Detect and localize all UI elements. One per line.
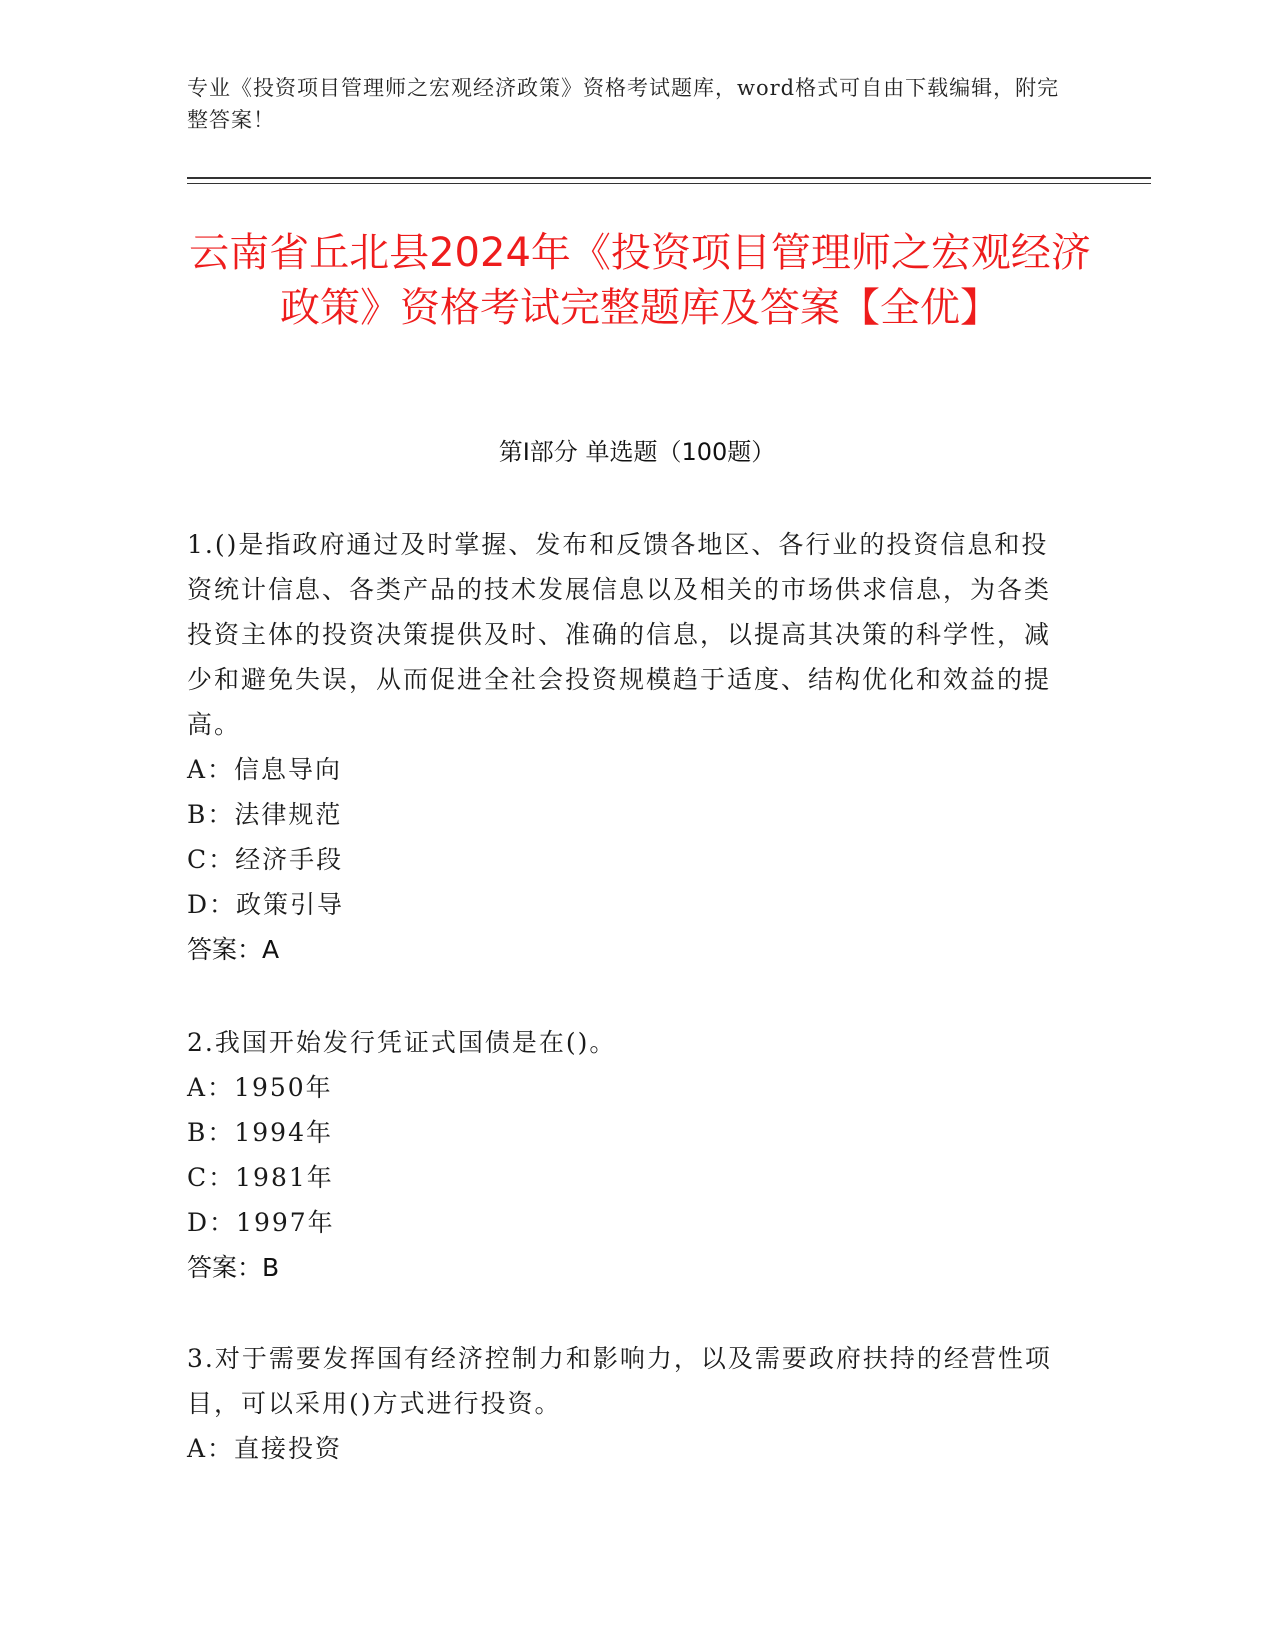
header-divider-thick: [187, 177, 1151, 179]
option-a: A：信息导向: [187, 755, 343, 784]
option-a: A：1950年: [187, 1073, 333, 1102]
option-d: D：政策引导: [187, 890, 345, 919]
answer: 答案：B: [187, 1253, 280, 1282]
answer: 答案：A: [187, 935, 280, 964]
option-b: B：1994年: [187, 1118, 333, 1147]
header-divider-thin: [187, 183, 1151, 184]
header-note: 专业《投资项目管理师之宏观经济政策》资格考试题库，word格式可自由下载编辑，附完整答案！: [187, 76, 1060, 132]
question-stem: 1.()是指政府通过及时掌握、发布和反馈各地区、各行业的投资信息和投资统计信息、各类产品的技术发展信息以及相关的市场供求信息，为各类投资主体的投资决策提供及时、准确的信息，以提高其决策的科学性，减少和避免失误，从而促进全社会投资规模趋于适度、结构优化和效益的提高。: [187, 530, 1052, 739]
option-a: A：直接投资: [187, 1434, 343, 1463]
question-stem: 3.对于需要发挥国有经济控制力和影响力，以及需要政府扶持的经营性项目，可以采用()方式进行投资。: [187, 1344, 1052, 1418]
section-title: 第I部分 单选题（100题）: [498, 438, 776, 466]
question-3: [187, 1336, 1067, 1471]
option-d: D：1997年: [187, 1208, 335, 1237]
document-title: 云南省丘北县2024年《投资项目管理师之宏观经济政策》资格考试完整题库及答案【全优】: [189, 230, 1091, 331]
question-2: [187, 1020, 1067, 1290]
option-c: C：经济手段: [187, 845, 344, 874]
question-1: [187, 522, 1067, 972]
option-c: C：1981年: [187, 1163, 334, 1192]
option-b: B：法律规范: [187, 800, 343, 829]
question-stem: 2.我国开始发行凭证式国债是在()。: [187, 1028, 617, 1057]
